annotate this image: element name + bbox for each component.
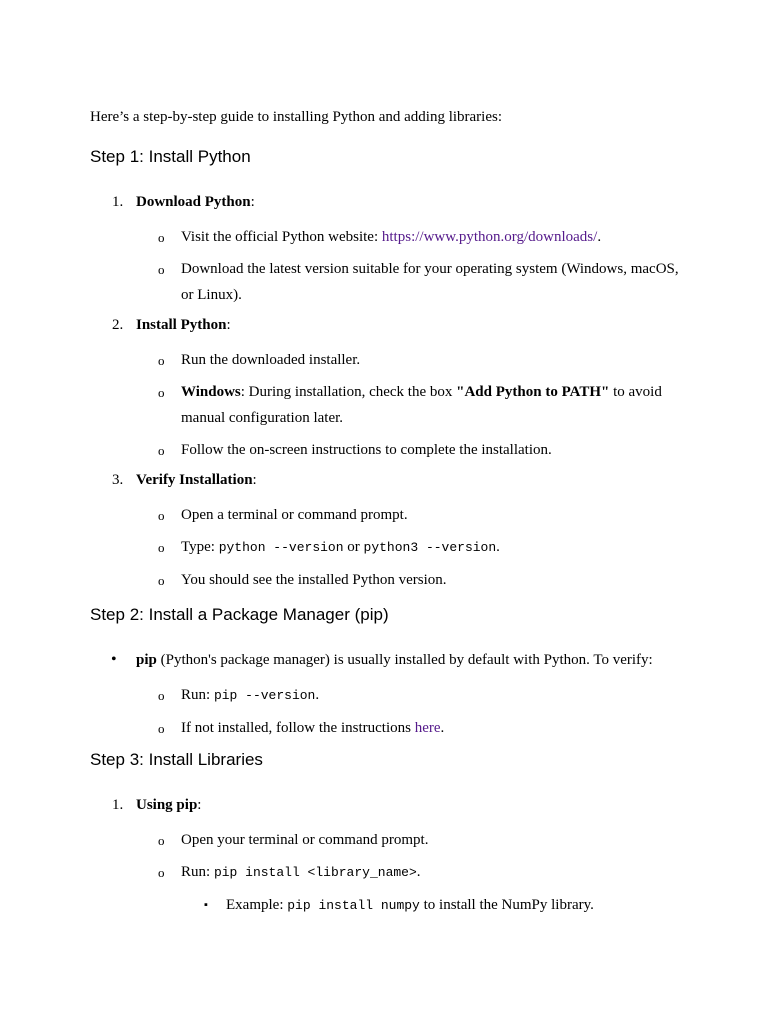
item-label: Download Python xyxy=(136,194,251,210)
sub-bullet-icon: o xyxy=(158,865,165,880)
step3-item-using-pip xyxy=(90,794,680,816)
step1-item-verify xyxy=(90,469,680,491)
sub-item-type-command xyxy=(90,534,680,561)
sub-item-see-version xyxy=(90,567,680,593)
sub-text: Open a terminal or command prompt. xyxy=(181,507,408,523)
sub-text: Open your terminal or command prompt. xyxy=(181,832,429,848)
list-number: 3. xyxy=(112,472,124,488)
code-pip-install-numpy: pip install numpy xyxy=(287,898,420,913)
sub-item-open-your-terminal xyxy=(90,827,680,853)
colon: : xyxy=(226,317,231,333)
sub-item-run-pip xyxy=(90,682,680,709)
sub-bullet-icon: o xyxy=(158,262,165,277)
sub-text: Download the latest version suitable for your operating system (Windows, macOS, or Linux). xyxy=(181,261,679,303)
sub-bullet-icon: o xyxy=(158,230,165,245)
step2-item-pip xyxy=(90,649,680,671)
pip-label: pip xyxy=(136,652,157,668)
windows-label: Windows xyxy=(181,384,241,400)
item-label: Using pip xyxy=(136,797,198,813)
sub-item-run-pip-install xyxy=(90,859,680,886)
sub-bullet-icon: o xyxy=(158,833,165,848)
sub-item-not-installed xyxy=(90,715,680,741)
step2-heading: Step 2: Install a Package Manager (pip) xyxy=(90,605,389,624)
sub-item-windows xyxy=(90,379,680,431)
bullet-icon: • xyxy=(111,651,117,668)
item-text: (Python's package manager) is usually installed by default with Python. To verify: xyxy=(156,652,653,668)
sub-item-visit xyxy=(90,224,680,250)
sub-text: : During installation, check the box xyxy=(240,384,457,400)
sub-bullet-icon: o xyxy=(158,721,165,736)
sub-bullet-icon: o xyxy=(158,573,165,588)
python-downloads-link[interactable]: https://www.python.org/downloads/ xyxy=(381,229,598,245)
period: . xyxy=(315,687,320,703)
sub-text: You should see the installed Python version. xyxy=(181,572,447,588)
period: . xyxy=(597,229,602,245)
list-number: 2. xyxy=(112,317,124,333)
step3-heading: Step 3: Install Libraries xyxy=(90,750,263,769)
sub-text: to avoid manual configuration later. xyxy=(181,384,662,426)
subsub-item-example xyxy=(90,894,680,917)
sub-text: Run: xyxy=(181,864,214,880)
colon: : xyxy=(197,797,202,813)
sub-text: or xyxy=(343,539,364,555)
sub-bullet-icon: o xyxy=(158,353,165,368)
sub-text: Visit the official Python website: xyxy=(181,229,382,245)
document-page xyxy=(90,106,680,917)
sub-text: Follow the on-screen instructions to complete the installation. xyxy=(181,442,552,458)
period: . xyxy=(496,539,500,555)
list-number: 1. xyxy=(112,194,124,210)
item-label: Install Python xyxy=(136,317,227,333)
sub-item-download-latest xyxy=(90,256,680,308)
sub-text: Run: xyxy=(181,687,214,703)
step1-item-install xyxy=(90,314,680,336)
code-pip-install: pip install <library_name> xyxy=(213,865,417,880)
period: . xyxy=(416,864,421,880)
here-link[interactable]: here xyxy=(414,720,441,736)
sub-bullet-icon: o xyxy=(158,443,165,458)
sub-item-follow xyxy=(90,437,680,463)
sub-bullet-icon: o xyxy=(158,688,165,703)
sub-bullet-icon: o xyxy=(158,540,165,555)
intro-paragraph: Here’s a step-by-step guide to installing Python and adding libraries: xyxy=(90,109,503,125)
sub-text: If not installed, follow the instructions xyxy=(181,720,415,736)
sub-item-open-terminal xyxy=(90,502,680,528)
square-bullet-icon: ▪ xyxy=(204,899,208,911)
item-label: Verify Installation xyxy=(136,472,253,488)
sub-item-run-installer xyxy=(90,347,680,373)
sub-text: Run the downloaded installer. xyxy=(181,352,361,368)
sub-text: Type: xyxy=(181,539,219,555)
step1-heading: Step 1: Install Python xyxy=(90,147,251,166)
sub-text: Example: xyxy=(226,897,288,913)
colon: : xyxy=(250,194,255,210)
colon: : xyxy=(252,472,257,488)
list-number: 1. xyxy=(112,797,124,813)
code-python3-version: python3 --version xyxy=(363,540,497,555)
sub-bullet-icon: o xyxy=(158,508,165,523)
code-pip-version: pip --version xyxy=(213,688,316,703)
add-to-path-label: "Add Python to PATH" xyxy=(456,384,610,400)
sub-text: to install the NumPy library. xyxy=(419,897,594,913)
period: . xyxy=(440,720,445,736)
code-python-version: python --version xyxy=(218,540,344,555)
sub-bullet-icon: o xyxy=(158,385,165,400)
step1-item-download xyxy=(90,191,680,213)
